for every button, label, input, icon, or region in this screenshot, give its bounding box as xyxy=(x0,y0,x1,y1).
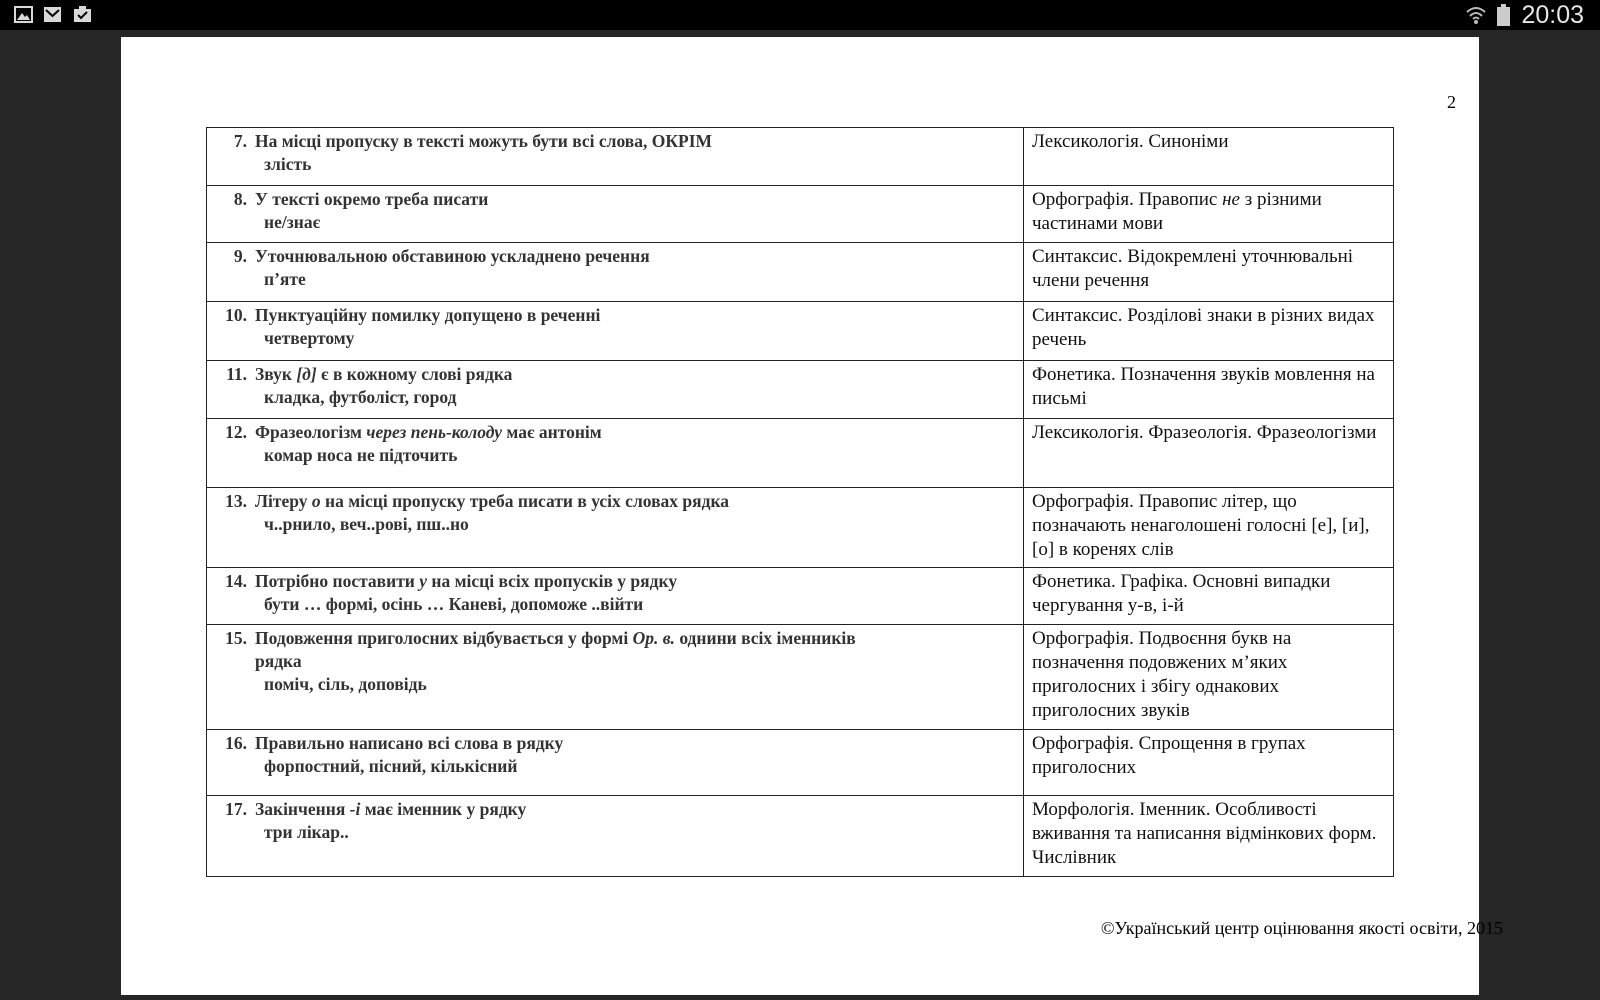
question-number: 12. xyxy=(225,422,247,442)
question-text xyxy=(207,419,1023,444)
question-emphasis: у xyxy=(419,571,428,591)
question-number: 17. xyxy=(225,799,247,819)
question-fragment: на місці всіх пропусків у рядку xyxy=(427,571,678,591)
question-text xyxy=(207,488,1023,513)
topic-text xyxy=(1024,568,1393,618)
question-text xyxy=(207,302,1023,327)
question-fragment: Подовження приголосних відбувається у формі xyxy=(255,628,633,648)
question-example: не/знає xyxy=(264,212,321,232)
question-text xyxy=(207,243,1023,268)
status-bar xyxy=(0,0,1600,30)
question-cell xyxy=(207,488,1024,568)
topic-fragment: з різними частинами мови xyxy=(1032,189,1322,234)
question-text-continued: рядка xyxy=(255,651,302,671)
question-cell xyxy=(207,128,1024,186)
topic-cell xyxy=(1024,186,1394,243)
question-cell xyxy=(207,243,1024,302)
questions-table xyxy=(206,127,1394,877)
question-text xyxy=(207,568,1023,593)
mail-icon xyxy=(43,6,62,23)
topic-cell xyxy=(1024,568,1394,625)
question-number: 8. xyxy=(233,189,247,209)
topic-text xyxy=(1024,625,1393,723)
topic-fragment: Фонетика. Позначення звуків мовлення на письмі xyxy=(1032,364,1375,409)
topic-fragment: Орфографія. Спрощення в групах приголосних xyxy=(1032,733,1306,778)
table-row xyxy=(207,361,1394,419)
clock: 20:03 xyxy=(1521,1,1584,29)
question-example: четвертому xyxy=(264,328,355,348)
topic-text xyxy=(1024,361,1393,411)
topic-cell xyxy=(1024,243,1394,302)
question-fragment: Правильно написано всі слова в рядку xyxy=(255,733,564,753)
topic-cell xyxy=(1024,128,1394,186)
question-example: п’яте xyxy=(264,269,306,289)
question-example: форпостний, пісний, кількісний xyxy=(264,756,518,776)
question-number: 11. xyxy=(226,364,247,384)
question-cell xyxy=(207,730,1024,796)
question-number: 15. xyxy=(225,628,247,648)
topic-cell xyxy=(1024,625,1394,730)
topic-cell xyxy=(1024,361,1394,419)
topic-fragment: Фонетика. Графіка. Основні випадки чергування у-в, і-й xyxy=(1032,571,1331,616)
page-number: 2 xyxy=(1447,92,1456,112)
topic-fragment: Орфографія. Правопис xyxy=(1032,189,1223,210)
table-row xyxy=(207,488,1394,568)
question-emphasis: о xyxy=(311,491,321,511)
topic-cell xyxy=(1024,302,1394,361)
question-emphasis: через пень-колоду xyxy=(366,422,503,442)
question-fragment: має антонім xyxy=(502,422,602,442)
question-number: 7. xyxy=(233,131,247,151)
table-row xyxy=(207,568,1394,625)
question-fragment: Уточнювальною обставиною ускладнено речення xyxy=(255,246,650,266)
question-text xyxy=(207,730,1023,755)
topic-fragment: Морфологія. Іменник. Особливості вживання та написання відмінкових форм. Числівник xyxy=(1032,799,1377,868)
topic-cell xyxy=(1024,419,1394,488)
question-fragment: Звук xyxy=(255,364,297,384)
topic-text xyxy=(1024,488,1393,562)
question-text xyxy=(207,625,1023,650)
question-cell xyxy=(207,625,1024,730)
table-row xyxy=(207,128,1394,186)
question-example: злість xyxy=(264,154,312,174)
question-cell xyxy=(207,302,1024,361)
topic-text xyxy=(1024,419,1393,445)
question-example: ч..рнило, веч..рові, пш..но xyxy=(264,514,469,534)
clipboard-check-icon xyxy=(73,6,92,23)
table-row xyxy=(207,243,1394,302)
question-cell xyxy=(207,568,1024,625)
topic-fragment: Синтаксис. Відокремлені уточнювальні члени речення xyxy=(1032,246,1354,291)
question-number: 14. xyxy=(225,571,247,591)
question-example: три лікар.. xyxy=(264,822,349,842)
topic-emphasis: не xyxy=(1222,189,1240,210)
question-number: 13. xyxy=(225,491,247,511)
topic-text xyxy=(1024,186,1393,236)
topic-fragment: Лексикологія. Синоніми xyxy=(1032,131,1229,152)
question-fragment: Літеру xyxy=(255,491,312,511)
copyright-footer: ©Український центр оцінювання якості освіти, 2015 xyxy=(1100,918,1503,938)
question-number: 16. xyxy=(225,733,247,753)
topic-cell xyxy=(1024,488,1394,568)
topic-cell xyxy=(1024,796,1394,877)
question-example: бути … формі, осінь … Каневі, допоможе ..війти xyxy=(264,594,644,614)
table-row xyxy=(207,796,1394,877)
question-fragment: має іменник у рядку xyxy=(360,799,527,819)
question-fragment: У тексті окремо треба писати xyxy=(255,189,489,209)
question-fragment: Фразеологізм xyxy=(255,422,367,442)
question-fragment: На місці пропуску в тексті можуть бути всі слова, ОКРІМ xyxy=(255,131,713,151)
question-text xyxy=(207,128,1023,153)
table-row xyxy=(207,625,1394,730)
image-icon xyxy=(14,6,33,23)
topic-text xyxy=(1024,730,1393,780)
question-fragment: на місці пропуску треба писати в усіх словах рядка xyxy=(320,491,730,511)
table-row xyxy=(207,419,1394,488)
question-example: кладка, футболіст, город xyxy=(264,387,457,407)
question-cell xyxy=(207,796,1024,877)
topic-fragment: Орфографія. Правопис літер, що позначають ненаголошені голосні [е], [и], [о] в коренях слів xyxy=(1032,491,1370,560)
question-text xyxy=(207,186,1023,211)
topic-text xyxy=(1024,302,1393,352)
topic-cell xyxy=(1024,730,1394,796)
question-fragment: Закінчення xyxy=(255,799,350,819)
question-fragment: Пунктуаційну помилку допущено в реченні xyxy=(255,305,601,325)
question-emphasis: -і xyxy=(349,799,361,819)
wifi-icon xyxy=(1465,4,1487,26)
question-number: 10. xyxy=(225,305,247,325)
table-row xyxy=(207,186,1394,243)
topic-text xyxy=(1024,128,1393,154)
question-example: комар носа не підточить xyxy=(264,445,458,465)
topic-fragment: Синтаксис. Розділові знаки в різних видах речень xyxy=(1032,305,1375,350)
question-fragment: однини всіх іменників xyxy=(674,628,856,648)
topic-fragment: Орфографія. Подвоєння букв на позначення подовжених м’яких приголосних і збігу однакових приголосних звуків xyxy=(1032,628,1292,721)
topic-text xyxy=(1024,796,1393,870)
question-fragment: є в кожному слові рядка xyxy=(316,364,513,384)
question-fragment: Потрібно поставити xyxy=(255,571,420,591)
question-text xyxy=(207,361,1023,386)
question-example: поміч, сіль, доповідь xyxy=(264,674,427,694)
question-emphasis: Ор. в. xyxy=(632,628,675,648)
question-number: 9. xyxy=(233,246,247,266)
table-row xyxy=(207,730,1394,796)
topic-fragment: Лексикологія. Фразеологія. Фразеологізми xyxy=(1032,422,1377,443)
table-row xyxy=(207,302,1394,361)
battery-icon xyxy=(1497,4,1510,26)
document-page xyxy=(121,37,1503,995)
question-emphasis: [д] xyxy=(296,364,317,384)
question-cell xyxy=(207,419,1024,488)
question-text xyxy=(207,796,1023,821)
question-cell xyxy=(207,361,1024,419)
topic-text xyxy=(1024,243,1393,293)
question-cell xyxy=(207,186,1024,243)
